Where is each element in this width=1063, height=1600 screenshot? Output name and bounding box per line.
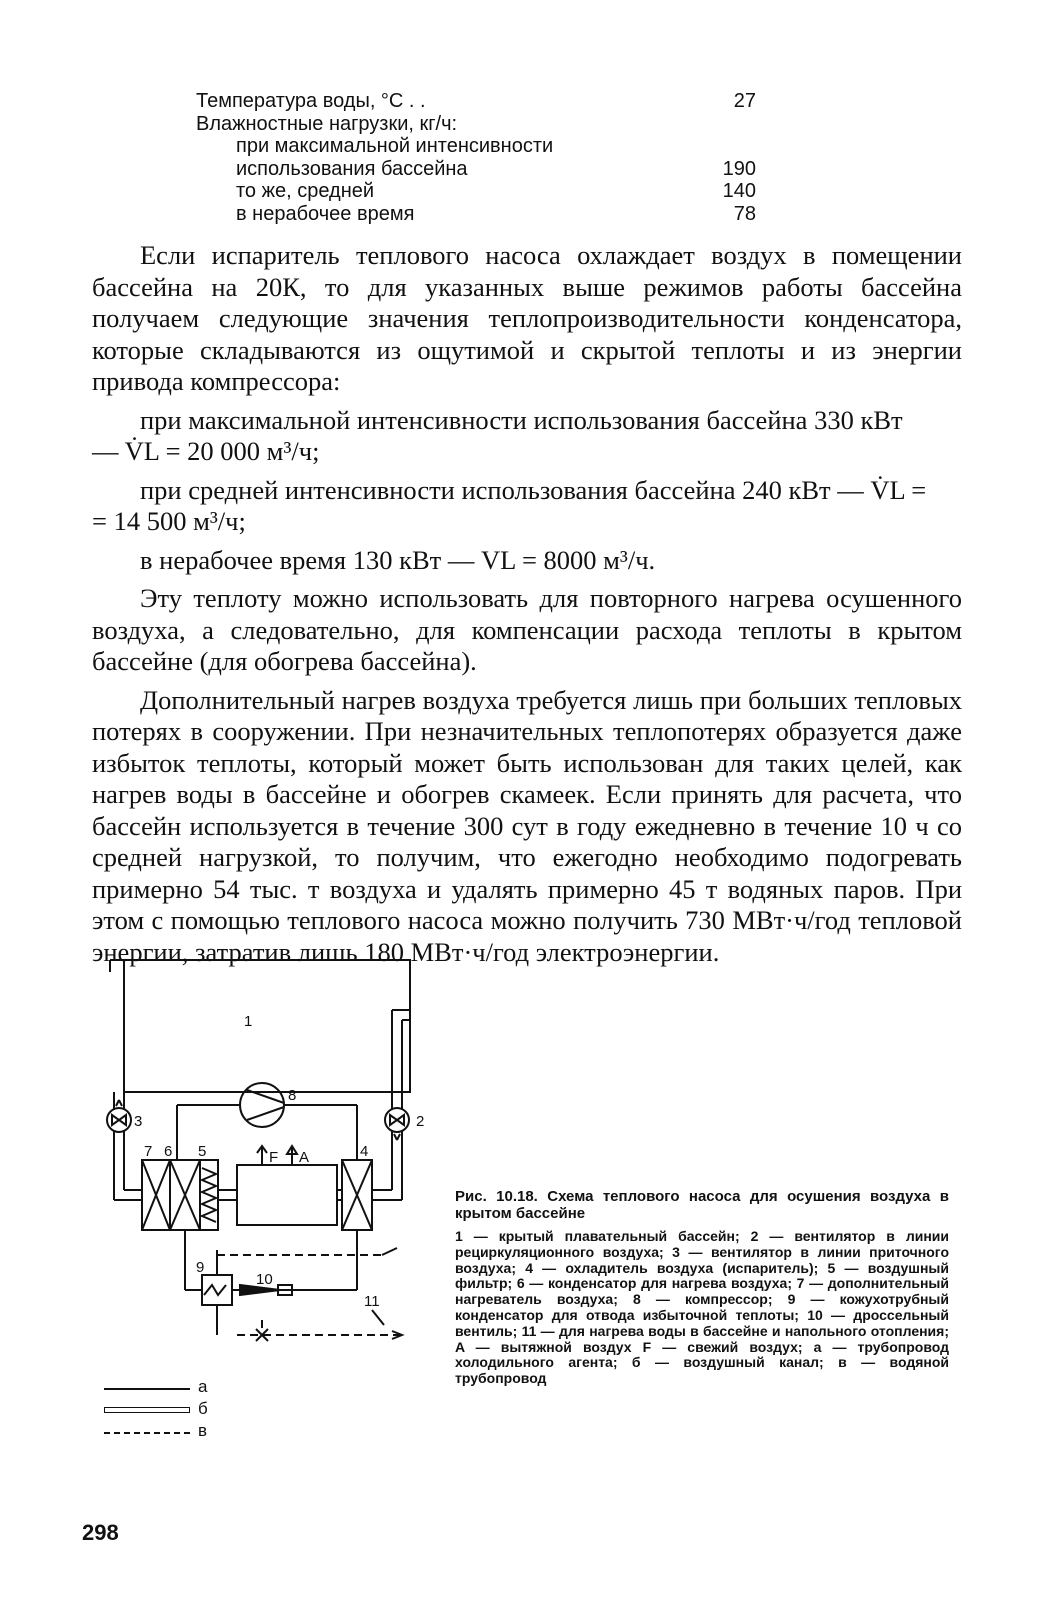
formula-line: = 14 500 м³/ч; — [92, 506, 246, 536]
label-10: 10 — [256, 1271, 273, 1288]
formula-idle: в нерабочее время 130 кВт — VL = 8000 м³/ч. — [140, 544, 656, 575]
table-row — [196, 135, 756, 158]
condenser-9 — [202, 1275, 232, 1305]
water-out-arrow — [382, 1248, 397, 1255]
table-row — [196, 203, 756, 226]
arrow — [394, 1134, 400, 1140]
row-value — [696, 135, 756, 158]
pool-outline — [124, 960, 410, 1092]
formula-line: при средней интенсивности использования бассейна 240 кВт — V̇L = — [140, 474, 927, 505]
diagram-legend — [102, 1378, 242, 1444]
legend-item — [102, 1400, 242, 1422]
legend-letter: а — [198, 1377, 208, 1396]
row-value: 27 — [733, 90, 756, 112]
row-label: в нерабочее время — [236, 202, 415, 225]
formula-line: при максимальной интенсивности использования бассейна 330 кВт — [140, 404, 903, 435]
legend-letter: в — [198, 1421, 208, 1440]
label-7: 7 — [144, 1143, 153, 1160]
filter-zigzag — [202, 1168, 216, 1222]
arrow — [116, 1100, 122, 1106]
label-8: 8 — [288, 1087, 297, 1104]
legend-letter: б — [198, 1399, 208, 1418]
paragraph: Если испаритель теплового насоса охлаждает воздух в помещении бассейна на 20К, то для указанных выше режимов работы бассейна получаем следующие значения теплопроизводительности конденсатора, которые складываются из ощутимой и скрытой теплоты и из энергии привода компрессора: — [92, 240, 962, 396]
legend-line-solid — [104, 1388, 190, 1390]
row-label: Температура воды, °C . . — [196, 90, 426, 112]
row-value: 140 — [722, 180, 756, 202]
row-label: использования бассейна — [236, 157, 468, 180]
page-number: 298 — [82, 1520, 119, 1545]
label-11: 11 — [364, 1293, 380, 1310]
body-text — [92, 240, 962, 975]
fan-2-symbol — [390, 1115, 404, 1125]
row-label: Влажностные нагрузки, кг/ч: — [196, 112, 458, 135]
row-label: то же, средней — [236, 180, 375, 202]
formula-line: — V̇L = 20 000 м³/ч; — [92, 436, 320, 466]
label-9: 9 — [196, 1259, 205, 1276]
row-label: при максимальной интенсивности — [236, 135, 554, 157]
label-2: 2 — [416, 1113, 425, 1130]
row-value — [696, 113, 756, 136]
table-row — [196, 90, 756, 113]
formula-max — [92, 405, 962, 468]
caption-body: 1 — крытый плавательный бассейн; 2 — вентилятор в линии рециркуляционного воздуха; 3 — вентилятор в линии приточного воздуха; 4 — охладитель воздуха (испаритель); 5 — воздушный фильтр; 6 — конденсатор для нагрева воздуха; 7 — дополнительный нагреватель воздуха; 8 — компрессор; 9 — кожухотрубный конденсатор для отвода избыточной теплоты; 10 — дроссельный вентиль; 11 — для нагрева воды в бассейне и напольного отопления; A — вытяжной воздух F — свежий воздух; а — трубопровод холодильного агента; б — воздушный канал; в — водяной трубопровод — [455, 1228, 949, 1387]
table-row — [196, 158, 756, 181]
caption-title: Рис. 10.18. Схема теплового насоса для осушения воздуха в крытом бассейне — [455, 1188, 949, 1222]
air-unit — [237, 1165, 337, 1225]
heat-pump-diagram — [92, 950, 452, 1430]
data-table — [196, 90, 756, 225]
label-5: 5 — [198, 1143, 207, 1160]
paragraph: Эту теплоту можно использовать для повторного нагрева осушенного воздуха, а следовательно, для компенсации расхода теплоты в крытом бассейне (для обогрева бассейна). — [92, 583, 962, 676]
figure-caption — [455, 1188, 949, 1387]
label-3: 3 — [134, 1113, 143, 1130]
paragraph: Дополнительный нагрев воздуха требуется лишь при больших тепловых потерях в сооружении. При незначительных теплопотерях образуется даже избыток теплоты, который может быть использован для таких целей, как нагрев воды в бассейне и обогрев скамеек. Если принять для расчета, что бассейн используется в течение 300 сут в году ежедневно в течение 10 ч со средней нагрузкой, то получим, что ежегодно необходимо подогревать примерно 54 тыс. т воздуха и удалять примерно 45 т водяных паров. При этом с помощью теплового насоса можно получить 730 МВт·ч/год тепловой энергии, затратив лишь 180 МВт·ч/год электроэнергии. — [92, 684, 962, 967]
legend-item — [102, 1378, 242, 1400]
table-row — [196, 113, 756, 136]
legend-line-duct — [104, 1407, 190, 1413]
formula-avg — [92, 475, 962, 538]
label-1: 1 — [244, 1013, 253, 1030]
label-A: A — [299, 1149, 310, 1166]
condenser-coil — [204, 1285, 226, 1295]
fan-3-symbol — [112, 1115, 126, 1125]
legend-line-dash — [104, 1432, 190, 1434]
legend-item — [102, 1422, 242, 1444]
diagram-svg — [92, 950, 452, 1430]
label-4: 4 — [360, 1143, 369, 1160]
row-value: 78 — [733, 202, 756, 225]
table-row — [196, 180, 756, 203]
row-value: 190 — [722, 157, 756, 180]
compressor-8 — [240, 1083, 284, 1127]
label-F: F — [269, 1149, 279, 1166]
label-6: 6 — [164, 1143, 173, 1160]
